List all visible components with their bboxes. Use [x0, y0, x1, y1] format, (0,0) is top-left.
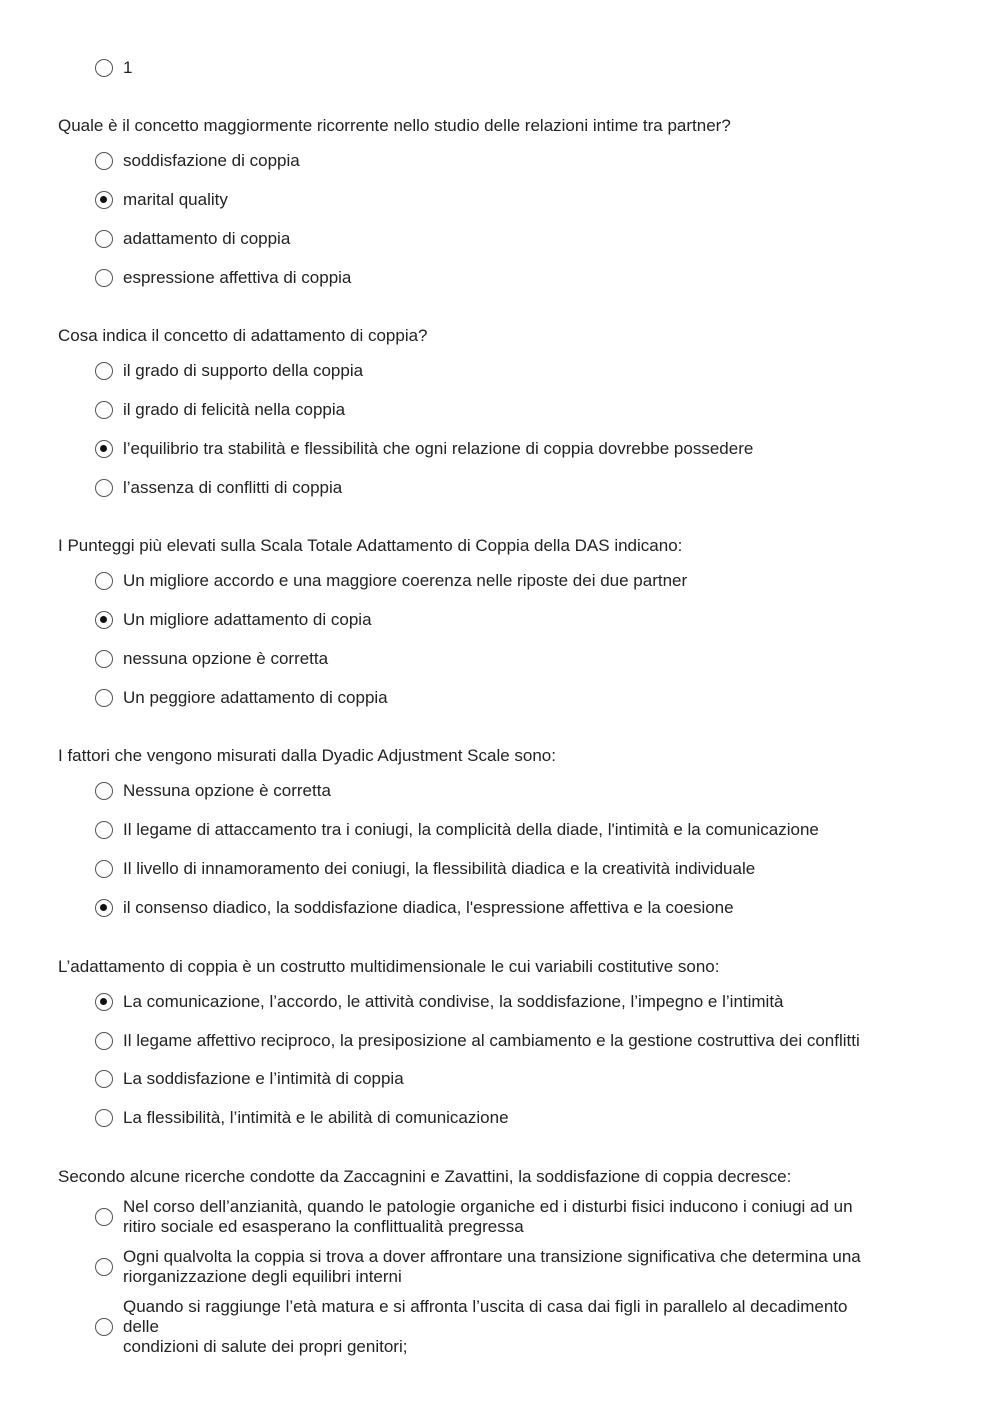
q2-option-3[interactable]	[95, 439, 955, 459]
radio-button[interactable]	[95, 269, 113, 287]
radio-button[interactable]	[95, 899, 113, 917]
option-label: adattamento di coppia	[123, 229, 291, 248]
radio-button[interactable]	[95, 59, 113, 77]
option-label: l’equilibrio tra stabilità e flessibilità che ogni relazione di coppia dovrebbe possedere	[123, 439, 754, 458]
q1-option-3[interactable]	[95, 229, 955, 249]
option-label: il grado di felicità nella coppia	[123, 400, 346, 419]
option-label: Nessuna opzione è corretta	[123, 781, 331, 800]
option-label: il grado di supporto della coppia	[123, 361, 364, 380]
q5-option-3[interactable]	[95, 1069, 955, 1089]
radio-button[interactable]	[95, 230, 113, 248]
radio-button[interactable]	[95, 1109, 113, 1127]
radio-button[interactable]	[95, 401, 113, 419]
option-label: Il legame affettivo reciproco, la presiposizione al cambiamento e la gestione costruttiva dei conflitti	[123, 1031, 860, 1050]
q5-option-4[interactable]	[95, 1108, 955, 1128]
option-label: La flessibilità, l’intimità e le abilità di comunicazione	[123, 1108, 509, 1127]
radio-button[interactable]	[95, 860, 113, 878]
question-5: L’adattamento di coppia è un costrutto multidimensionale le cui variabili costitutive sono:	[58, 957, 720, 976]
q2-option-4[interactable]	[95, 478, 955, 498]
radio-button[interactable]	[95, 1070, 113, 1088]
radio-button[interactable]	[95, 1208, 113, 1226]
option-label: marital quality	[123, 190, 228, 209]
option-label: Il legame di attaccamento tra i coniugi, la complicità della diade, l'intimità e la comunicazione	[123, 820, 819, 839]
q3-option-1[interactable]	[95, 571, 955, 591]
question-6: Secondo alcune ricerche condotte da Zaccagnini e Zavattini, la soddisfazione di coppia decresce:	[58, 1167, 792, 1186]
option-label: La comunicazione, l’accordo, le attività condivise, la soddisfazione, l’impegno e l’intimità	[123, 992, 784, 1011]
q2-option-2[interactable]	[95, 400, 955, 420]
q1-option-4[interactable]	[95, 268, 955, 288]
option-label: l’assenza di conflitti di coppia	[123, 478, 343, 497]
option-label: Un peggiore adattamento di coppia	[123, 688, 388, 707]
q4-option-3[interactable]	[95, 859, 955, 879]
option-label: La soddisfazione e l’intimità di coppia	[123, 1069, 404, 1088]
q1-option-1[interactable]	[95, 151, 955, 171]
radio-button[interactable]	[95, 362, 113, 380]
question-1: Quale è il concetto maggiormente ricorrente nello studio delle relazioni intime tra partner?	[58, 116, 731, 135]
q3-option-3[interactable]	[95, 649, 955, 669]
radio-button[interactable]	[95, 191, 113, 209]
q4-option-2[interactable]	[95, 820, 955, 840]
q3-option-4[interactable]	[95, 688, 955, 708]
q6-option-1[interactable]	[95, 1197, 955, 1237]
option-label: Nel corso dell’anzianità, quando le patologie organiche ed i disturbi fisici inducono i coniugi ad un ritiro sociale ed esasperano la conflittualità pregressa	[123, 1197, 853, 1236]
q4-option-4[interactable]	[95, 898, 955, 918]
q5-option-2[interactable]	[95, 1031, 955, 1051]
q3-option-2[interactable]	[95, 610, 955, 630]
option-label: Ogni qualvolta la coppia si trova a dover affrontare una transizione significativa che determina una riorganizzazione degli equilibri interni	[123, 1247, 861, 1286]
radio-button[interactable]	[95, 993, 113, 1011]
question-2: Cosa indica il concetto di adattamento di coppia?	[58, 326, 428, 345]
option-label: Quando si raggiunge l’età matura e si affronta l’uscita di casa dai figli in parallelo al decadimento delle condizioni di salute dei propri genitori;	[123, 1297, 848, 1356]
radio-button[interactable]	[95, 1032, 113, 1050]
question-4: I fattori che vengono misurati dalla Dyadic Adjustment Scale sono:	[58, 746, 556, 765]
radio-button[interactable]	[95, 479, 113, 497]
radio-button[interactable]	[95, 1258, 113, 1276]
radio-button[interactable]	[95, 821, 113, 839]
option-label: Il livello di innamoramento dei coniugi, la flessibilità diadica e la creatività individuale	[123, 859, 756, 878]
option-label: Un migliore accordo e una maggiore coerenza nelle riposte dei due partner	[123, 571, 688, 590]
radio-button[interactable]	[95, 152, 113, 170]
option-label: 1	[123, 58, 133, 77]
radio-button[interactable]	[95, 650, 113, 668]
question-3: I Punteggi più elevati sulla Scala Totale Adattamento di Coppia della DAS indicano:	[58, 536, 683, 555]
q6-option-3[interactable]	[95, 1297, 955, 1357]
q5-option-1[interactable]	[95, 992, 955, 1012]
radio-button[interactable]	[95, 611, 113, 629]
q6-option-2[interactable]	[95, 1247, 955, 1287]
option-label: nessuna opzione è corretta	[123, 649, 329, 668]
q4-option-1[interactable]	[95, 781, 955, 801]
option-top-1[interactable]	[95, 58, 955, 78]
radio-button[interactable]	[95, 782, 113, 800]
radio-button[interactable]	[95, 572, 113, 590]
q2-option-1[interactable]	[95, 361, 955, 381]
radio-button[interactable]	[95, 440, 113, 458]
radio-button[interactable]	[95, 1318, 113, 1336]
option-label: espressione affettiva di coppia	[123, 268, 352, 287]
option-label: soddisfazione di coppia	[123, 151, 300, 170]
radio-button[interactable]	[95, 689, 113, 707]
option-label: Un migliore adattamento di copia	[123, 610, 372, 629]
option-label: il consenso diadico, la soddisfazione diadica, l'espressione affettiva e la coesione	[123, 898, 734, 917]
q1-option-2[interactable]	[95, 190, 955, 210]
